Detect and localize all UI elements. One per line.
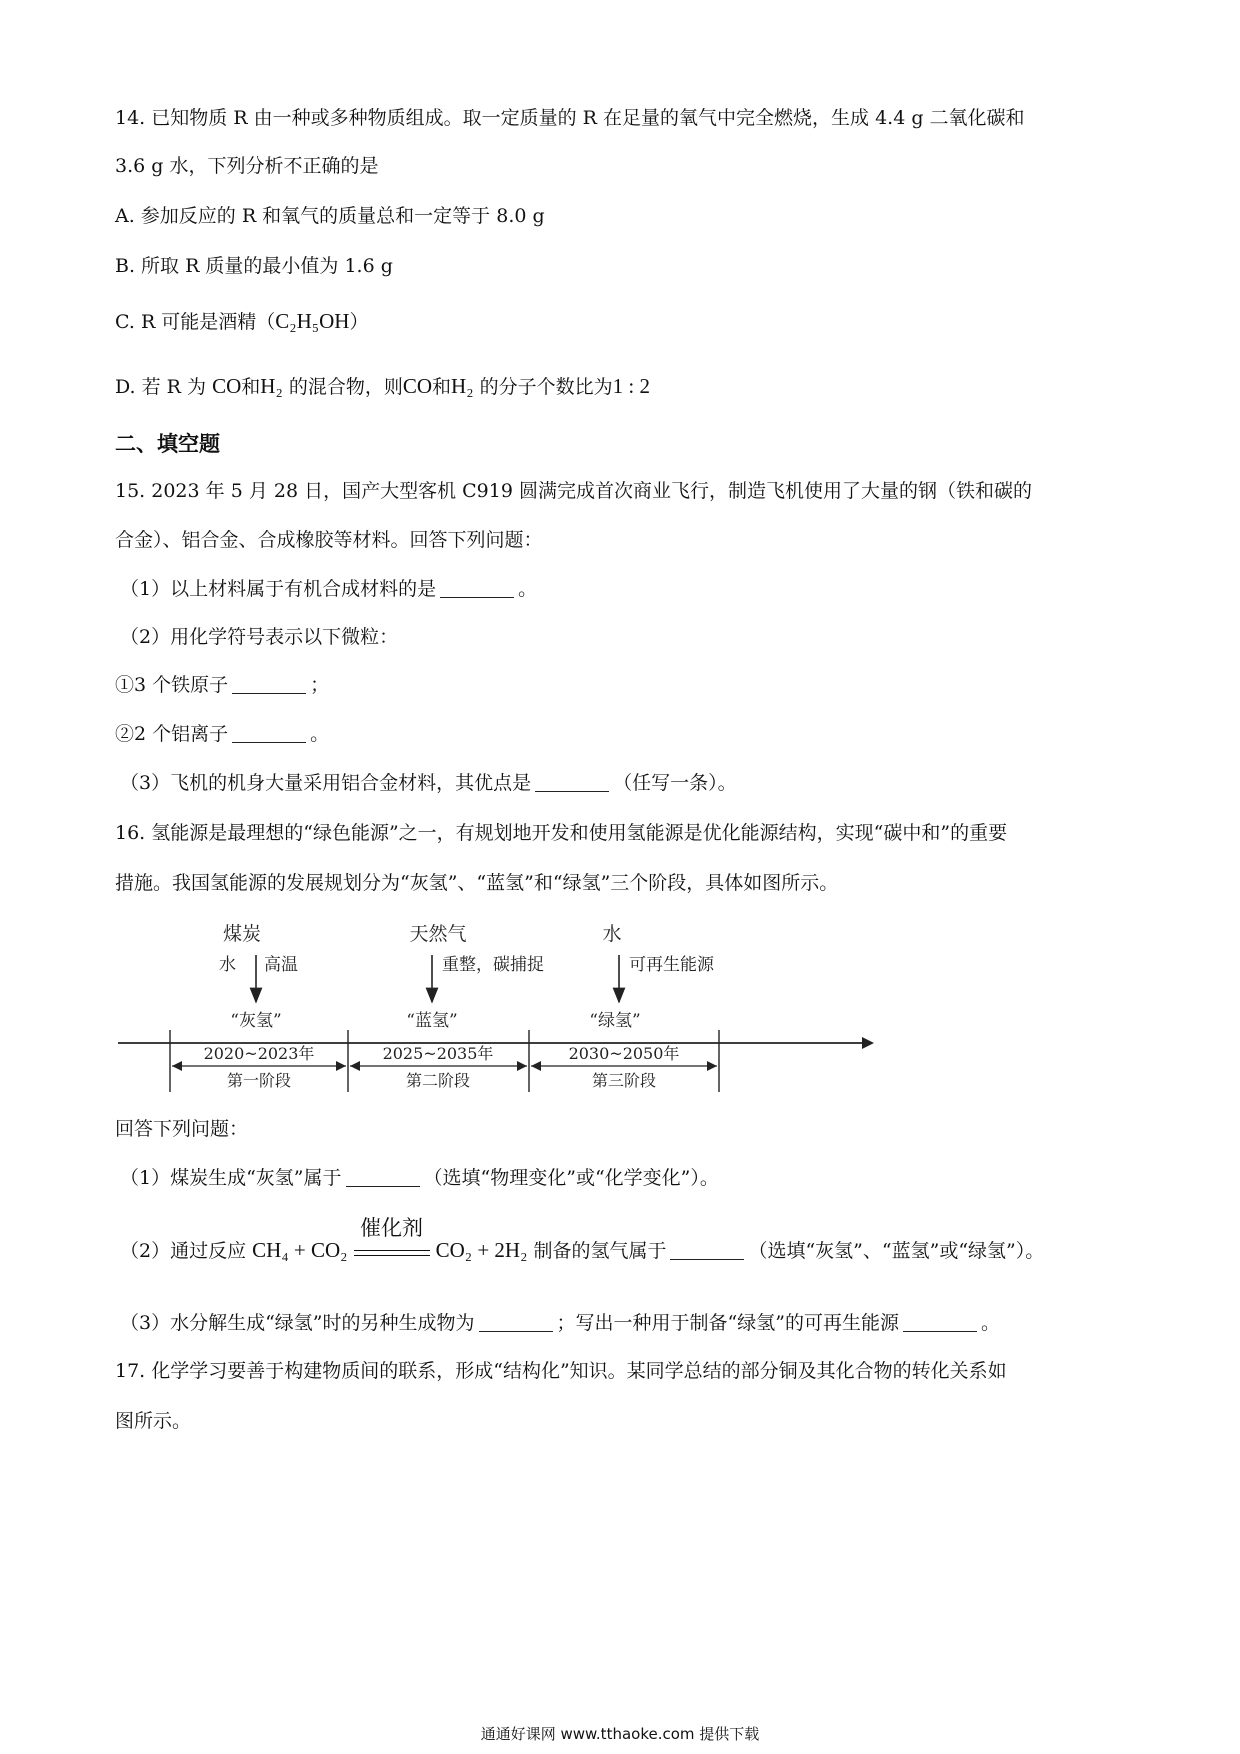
stage1-cond-right: 高温 [264, 955, 298, 975]
stage1-source: 煤炭 [222, 923, 262, 945]
q15-part2a [115, 672, 329, 698]
q16-part3-mid: ；写出一种用于制备“绿氢”的可再生能源 [556, 1312, 899, 1334]
answer-blank[interactable] [232, 675, 306, 694]
ethanol-formula: C₂H₅OH [275, 309, 350, 333]
stage1-phase: 第一阶段 [226, 1071, 292, 1090]
q16-part1-suffix: （选填“物理变化”或“化学变化”）。 [423, 1167, 719, 1189]
q15-part1-suffix: 。 [518, 578, 538, 600]
reaction-equals-top [354, 1250, 430, 1251]
reaction-condition [354, 1216, 430, 1265]
answer-blank[interactable] [670, 1241, 744, 1260]
q17-stem-line1: 17. 化学学习要善于构建物质间的联系，形成“结构化”知识。某同学总结的部分铜及其化合物的转化关系如 [115, 1360, 1007, 1382]
section-title-fill-blank: 二、填空题 [115, 432, 220, 456]
q14-option-c-suffix: ） [349, 311, 369, 333]
stage1-cond-left: 水 [219, 955, 236, 975]
answer-blank[interactable] [232, 724, 306, 743]
q14-option-d-prefix: D. 若 R 为 [115, 376, 207, 398]
stage1-years: 2020~2023年 [203, 1044, 315, 1063]
q14-option-c [115, 308, 368, 335]
stage2-cond-right: 重整，碳捕捉 [442, 955, 544, 975]
catalyst-label: 催化剂 [360, 1216, 424, 1240]
q16-part3-suffix: 。 [980, 1312, 1000, 1334]
answer-blank[interactable] [535, 773, 609, 792]
and-word-2: 和 [432, 376, 452, 398]
stage1-product: “灰氢” [230, 1011, 282, 1031]
timeline-arrowhead [862, 1037, 874, 1049]
q15-part2: （2）用化学符号表示以下微粒： [120, 626, 399, 648]
h2-formula: H₂ [260, 374, 283, 398]
stage3-product: “绿氢” [589, 1011, 641, 1031]
q14-stem-line2: 3.6 g 水，下列分析不正确的是 [115, 155, 379, 177]
q14-option-d-mid2: 的分子个数比为 [479, 376, 613, 398]
q16-stem-line1: 16. 氢能源是最理想的“绿色能源”之一，有规划地开发和使用氢能源是优化能源结构，实现“碳中和”的重要 [115, 822, 1008, 844]
answer-blank[interactable] [479, 1313, 553, 1332]
stage2-phase: 第二阶段 [405, 1071, 471, 1090]
q16-part2-suffix: （选填“灰氢”、“蓝氢”或“绿氢”）。 [748, 1240, 1045, 1262]
q15-part2a-suffix: ； [310, 674, 330, 696]
h2-formula-2: H₂ [451, 374, 474, 398]
hydrogen-timeline-diagram [110, 920, 880, 1098]
reaction-equals-bottom [354, 1255, 430, 1256]
and-word: 和 [241, 376, 261, 398]
q15-part3-suffix: （任写一条）。 [613, 772, 737, 794]
q16-part2-mid: 制备的氢气属于 [533, 1240, 667, 1262]
q16-part1 [120, 1165, 719, 1191]
q14-option-d-mid: 的混合物，则 [288, 376, 403, 398]
q16-part3 [120, 1310, 1000, 1336]
q14-option-c-prefix: C. R 可能是酒精（ [115, 311, 276, 333]
q15-part3 [120, 770, 737, 796]
q17-stem-line2: 图所示。 [115, 1410, 192, 1432]
q16-part2 [120, 1216, 1045, 1265]
answer-blank[interactable] [903, 1313, 977, 1332]
stage2-product: “蓝氢” [406, 1011, 458, 1031]
stage3-years: 2030~2050年 [568, 1044, 680, 1063]
q14-option-a: A. 参加反应的 R 和氧气的质量总和一定等于 8.0 g [115, 205, 545, 227]
q14-option-d [115, 373, 650, 400]
q15-part2b-suffix: 。 [310, 723, 330, 745]
q15-part2b-prefix: ②2 个铝离子 [115, 723, 229, 745]
page-footer: 通通好课网 www.tthaoke.com 提供下载 [480, 1725, 760, 1743]
co-formula: CO [212, 374, 242, 398]
stage3-cond-right: 可再生能源 [629, 955, 714, 975]
reaction-products: CO₂ + 2H₂ [435, 1238, 528, 1262]
q15-part2a-prefix: ①3 个铁原子 [115, 674, 229, 696]
q15-part1-prefix: （1）以上材料属于有机合成材料的是 [120, 578, 437, 600]
q14-option-b: B. 所取 R 质量的最小值为 1.6 g [115, 255, 393, 277]
q15-stem-line1: 15. 2023 年 5 月 28 日，国产大型客机 C919 圆满完成首次商业飞行，制造飞机使用了大量的钢（铁和碳的 [115, 480, 1032, 502]
q16-answer-prompt: 回答下列问题： [115, 1118, 249, 1140]
co-formula-2: CO [402, 374, 433, 398]
q14-stem-line1: 14. 已知物质 R 由一种或多种物质组成。取一定质量的 R 在足量的氧气中完全燃烧，生成 4.4 g 二氧化碳和 [115, 107, 1025, 129]
stage3-phase: 第三阶段 [591, 1071, 657, 1090]
q15-stem-line2: 合金）、铝合金、合成橡胶等材料。回答下列问题： [115, 529, 543, 551]
q15-part1 [120, 576, 537, 602]
q15-part2b [115, 721, 329, 747]
q16-stem-line2: 措施。我国氢能源的发展规划分为“灰氢”、“蓝氢”和“绿氢”三个阶段，具体如图所示。 [115, 872, 839, 894]
answer-blank[interactable] [346, 1168, 420, 1187]
stage3-source: 水 [602, 923, 622, 945]
q16-part2-prefix: （2）通过反应 [120, 1240, 247, 1262]
answer-blank[interactable] [440, 579, 514, 598]
q16-part3-prefix: （3）水分解生成“绿氢”时的另种生成物为 [120, 1312, 475, 1334]
q15-part3-prefix: （3）飞机的机身大量采用铝合金材料，其优点是 [120, 772, 532, 794]
reaction-reactants: CH₄ + CO₂ [252, 1238, 348, 1262]
stage2-years: 2025~2035年 [382, 1044, 494, 1063]
molecule-ratio: 1 : 2 [612, 374, 650, 398]
stage2-source: 天然气 [409, 923, 467, 945]
q16-part1-prefix: （1）煤炭生成“灰氢”属于 [120, 1167, 342, 1189]
